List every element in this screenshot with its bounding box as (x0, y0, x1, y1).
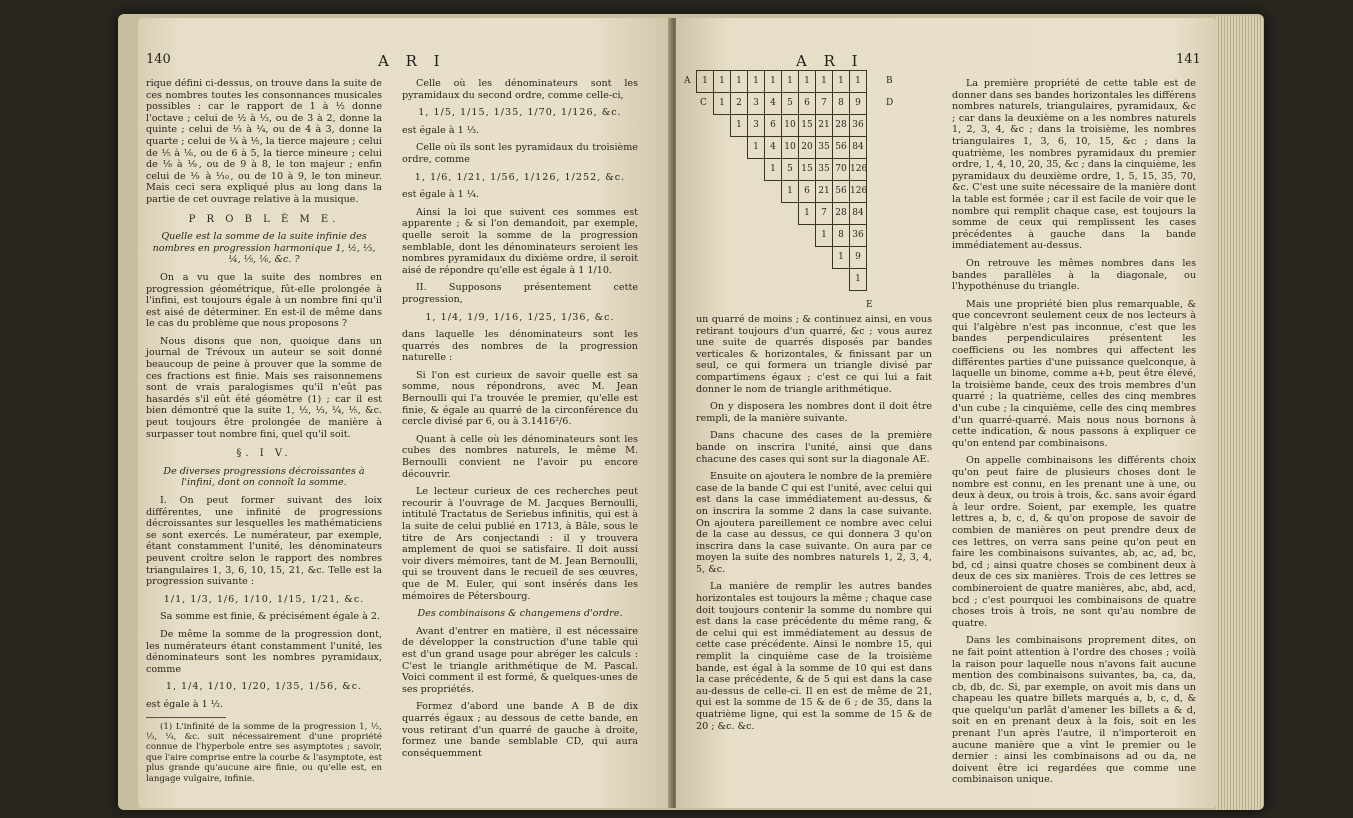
triangle-cell: 1 (816, 225, 833, 246)
triangle-cell: 15 (799, 159, 816, 180)
triangle-row (747, 136, 867, 159)
triangle-cell: 9 (850, 247, 867, 268)
triangle-row (764, 158, 867, 181)
triangle-cell: 1 (697, 71, 714, 92)
paragraph: Ainsi la loi que suivent ces sommes est apparente ; & si l'on demandoit, par exemple, quelle seroit la somme de la progression semblable, dont les dénominateurs seroient les nombres pyramidaux du dixième ordre, il seroit aisé de répondre qu'elle est égale à 1 1/10. (402, 206, 638, 276)
triangle-cell: 36 (850, 115, 867, 136)
right-page-number: 141 (1176, 52, 1201, 67)
footnote-rule (146, 717, 226, 718)
triangle-cell: 5 (782, 93, 799, 114)
triangle-cell: 1 (833, 247, 850, 268)
triangle-cell: 56 (833, 137, 850, 158)
paragraph: Ensuite on ajoutera le nombre de la première case de la bande C qui est l'unité, avec celui qui est dans la case immédiatement au-dessus, & on inscrira la somme 2 dans la case suivante. On ajoutera pareillement ce nombre avec celui de la case au dessus, ce qui donnera 3 qu'on inscrira dans la case suivante. On aura par ce moyen la suite des nombres naturels 1, 2, 3, 4, 5, &c. (696, 471, 932, 575)
triangle-cell: 1 (799, 203, 816, 224)
triangle-row (798, 202, 867, 225)
triangle-cell: 28 (833, 203, 850, 224)
triangle-cell: 28 (833, 115, 850, 136)
formula: 1, 1/6, 1/21, 1/56, 1/126, 1/252, &c. (414, 171, 626, 183)
triangle-cell: 1 (850, 269, 867, 290)
section-title: P R O B L È M E. (188, 213, 340, 225)
triangle-cell: 20 (799, 137, 816, 158)
triangle-row (781, 180, 867, 203)
triangle-cell: 4 (765, 137, 782, 158)
label-d: D (886, 98, 894, 108)
triangle-cell: 1 (799, 71, 816, 92)
paragraph: La première propriété de cette table est de donner dans ses bandes horizontales les différens nombres naturels, triangulaires, pyramidaux, &c ; car dans la deuxième on a les nombres naturels 1, 2, 3, 4, &c ; dans la troisième, les nombres triangulaires 1, 3, 6, 10, 15, &c ; dans la quatrième, les nombres pyramidaux du premier ordre, 1, 4, 10, 20, 35, &c ; dans la cinquième, les pyramidaux du deuxième ordre, 1, 5, 15, 35, 70, &c. C'est une suite nécessaire de la manière dont la table est formée ; car il est facile de voir que le nombre qui remplit chaque case, est toujours la somme de ceux qui remplissent les cases précédentes à gauche dans la bande immédiatement au-dessus. (952, 78, 1196, 252)
triangle-cell: 4 (765, 93, 782, 114)
triangle-cell: 1 (748, 137, 765, 158)
paragraph: Nous disons que non, quoique dans un journal de Trévoux un auteur se soit donné beaucoup de peine à prouver que la somme de ces fractions est finie. Mais ses raisonnemens sont de vrais paralogismes qu'il n'eût pas hasardés s'il eût été géomètre (1) ; car il est bien démontré que la suite 1, ½, ⅓, ¼, ⅕, &c. peut toujours être prolongée de manière à surpasser tout nombre fini, quel qu'il soit. (146, 335, 382, 440)
triangle-cell: 1 (714, 93, 731, 114)
triangle-cell: 3 (748, 115, 765, 136)
right-running-head: A R I (796, 52, 864, 70)
right-column-2 (952, 78, 1196, 792)
left-page (138, 18, 672, 808)
triangle-cell: 35 (816, 159, 833, 180)
left-running-head: A R I (378, 52, 446, 70)
paragraph: On appelle combinaisons les différents choix qu'on peut faire de plusieurs choses dont le nombre est connu, en les prenant une à une, ou deux à deux, ou trois à trois, &c. sans avoir égard à leur ordre. Soient, par exemple, les quatre lettres a, b, c, d, & qu'on propose de savoir de combien de manières on peut prendre deux de ces lettres, on verra sans peine qu'on peut en faire les combinaisons suivantes, ab, ac, ad, bc, bd, cd ; ainsi quatre choses se combinent deux à deux de ces six manières. Trois de ces lettres se combineroient de quatre manières, abc, abd, acd, bcd ; c'est pourquoi les combinaisons de quatre choses trois à trois, ne sont qu'au nombre de quatre. (952, 455, 1196, 629)
left-column-2 (402, 78, 638, 765)
formula: 1, 1/4, 1/10, 1/20, 1/35, 1/56, &c. (165, 681, 363, 693)
formula: 1, 1/5, 1/15, 1/35, 1/70, 1/126, &c. (418, 107, 622, 119)
triangle-cell: 1 (731, 115, 748, 136)
label-e: E (866, 300, 873, 310)
triangle-cell: 1 (833, 71, 850, 92)
triangle-cell: 7 (816, 203, 833, 224)
paragraph: II. Supposons présentement cette progression, (402, 282, 638, 305)
triangle-cell: 2 (731, 93, 748, 114)
paragraph: La manière de remplir les autres bandes horizontales est toujours la même ; chaque case doit toujours contenir la somme du nombre qui est dans la case précédente du même rang, & de celui qui est immédiatement au dessus de cette case précédente. Ainsi le nombre 15, qui remplit la cinquième case de la troisième bande, est égal à la somme de 10 qui est dans la case précédente, & de 5 qui est dans la case au-dessus de celle-ci. Il en est de même de 21, qui est la somme de 15 & de 6 ; de 35, dans la quatrième ligne, qui est la somme de 15 & de 20 ; &c. &c. (696, 581, 932, 732)
paragraph: Celle où les dénominateurs sont les pyramidaux du second ordre, comme celle-ci, (402, 78, 638, 101)
triangle-row (713, 92, 867, 115)
paragraph: On retrouve les mêmes nombres dans les bandes parallèles à la diagonale, ou l'hypothénuse du triangle. (952, 257, 1196, 293)
paragraph: dans laquelle les dénominateurs sont les quarrés des nombres de la progression naturelle : (402, 329, 638, 364)
triangle-cell: 1 (714, 71, 731, 92)
paragraph: Quant à celle où les dénominateurs sont les cubes des nombres naturels, le même M. Bernoulli convient ne l'avoir pu encore découvrir. (402, 433, 638, 480)
paragraph: Dans chacune des cases de la première bande on inscrira l'unité, ainsi que dans chacune des cases qui sont sur la diagonale AE. (696, 430, 932, 465)
label-b: B (886, 76, 893, 86)
triangle-cell: 1 (816, 71, 833, 92)
paragraph: Si l'on est curieux de savoir quelle est sa somme, nous répondrons, avec M. Jean Bernoulli qui l'a trouvée le premier, qu'elle est finie, & égale au quarré de la circonférence du cercle divisé par 6, ou à 3.1416²/6. (402, 369, 638, 428)
paragraph: est égale à 1 ¼. (402, 189, 480, 201)
paragraph: Le lecteur curieux de ces recherches peut recourir à l'ouvrage de M. Jacques Bernoulli, intitulé Tractatus de Seriebus infinitis, qui est à la suite de celui publié en 1713, à Bâle, sous le titre de Ars conjectandi : il y trouvera amplement de quoi se satisfaire. Il doit aussi voir divers mémoires, tant de M. Jean Bernoulli, qui se trouvent dans le recueil de ses œuvres, que de M. Euler, qui sont insérés dans les mémoires de Pétersbourg. (402, 486, 638, 602)
right-column-1 (696, 314, 932, 738)
paragraph: Mais une propriété bien plus remarquable, & que concevront seulement ceux de nos lecteurs à qui l'algèbre n'est pas inconnue, c'est que les bandes perpendiculaires présentent les coefficiens ou les nombres qui affectent les différentes parties d'une puissance quelconque, à laquelle un binome, comme a+b, peut être élevé, la troisième bande, ceux des trois membres d'un quarré ; la quatrième, celles des cinq membres d'un cube ; la cinquième, celle des cinq membres d'un quarré-quarré. Mais nous nous bornons à cette indication, & nous passons à expliquer ce qu'on entend par combinaisons. (952, 298, 1196, 449)
triangle-cell: 15 (799, 115, 816, 136)
triangle-cell: 56 (833, 181, 850, 202)
paragraph: un quarré de moins ; & continuez ainsi, en vous retirant toujours d'un quarré, &c ; vous aurez une suite de quarrés disposés par bandes verticales & horizontales, & finissant par un seul, ce qui formera un triangle divisé par compartimens égaux ; c'est ce qui lui a fait donner le nom de triangle arithmétique. (696, 314, 932, 395)
triangle-cell: 84 (850, 203, 867, 224)
formula: 1/1, 1/3, 1/6, 1/10, 1/15, 1/21, &c. (163, 593, 365, 605)
left-page-number: 140 (146, 52, 171, 67)
formula: 1, 1/4, 1/9, 1/16, 1/25, 1/36, &c. (425, 311, 615, 323)
triangle-cell: 1 (748, 71, 765, 92)
triangle-cell: 1 (782, 71, 799, 92)
triangle-cell: 21 (816, 181, 833, 202)
section-heading: Des combinaisons & changemens d'ordre. (417, 608, 623, 620)
triangle-row (832, 246, 867, 269)
paragraph: Celle où ils sont les pyramidaux du troisième ordre, comme (402, 142, 638, 165)
triangle-cell: 5 (782, 159, 799, 180)
triangle-row (696, 70, 867, 93)
triangle-cell: 1 (782, 181, 799, 202)
triangle-row (815, 224, 867, 247)
triangle-cell: 6 (799, 181, 816, 202)
section-heading: De diverses progressions décroissantes à l'infini, dont on connoît la somme. (163, 465, 365, 489)
paragraph: On a vu que la suite des nombres en progression géométrique, fût-elle prolongée à l'infini, est toujours égale à un nombre fini qu'il est aisé de déterminer. En est-il de même dans le cas du problème que nous proposons ? (146, 271, 382, 330)
triangle-cell: 70 (833, 159, 850, 180)
triangle-cell: 6 (765, 115, 782, 136)
triangle-cell: 35 (816, 137, 833, 158)
right-page (676, 18, 1216, 808)
triangle-row (730, 114, 867, 137)
left-column-1 (146, 78, 382, 790)
triangle-cell: 21 (816, 115, 833, 136)
triangle-cell: 7 (816, 93, 833, 114)
problem-statement: Quelle est la somme de la suite infinie des nombres en progression harmonique 1, ½, ⅓, ¼, ⅕, ⅙, &c. ? (152, 231, 376, 266)
triangle-cell: 36 (850, 225, 867, 246)
label-a: A (684, 76, 691, 86)
paragraph: rique défini ci-dessus, on trouve dans la suite de ces nombres toutes les consonnances musicales possibles : car le rapport de 1 à ½ donne l'octave ; celui de ½ à ⅓, ou de 3 à 2, donne la quinte ; celui de ⅓ à ¼, ou de 4 à 3, donne la quarte ; celui de ¼ à ⅕, la tierce majeure ; celui de ⅕ à ⅙, ou de 6 à 5, la tierce mineure ; celui de ⅛ à ⅑, ou de 9 à 8, le ton majeur ; enfin celui de ⅑ à ⅒, ou de 10 à 9, le ton mineur. Mais ceci sera expliqué plus au long dans la partie de cet ouvrage relative à la musique. (146, 78, 382, 205)
triangle-cell: 9 (850, 93, 867, 114)
triangle-cell: 84 (850, 137, 867, 158)
triangle-cell: 1 (765, 159, 782, 180)
triangle-cell: 10 (782, 137, 799, 158)
triangle-cell: 1 (731, 71, 748, 92)
triangle-cell: 6 (799, 93, 816, 114)
triangle-cell: 10 (782, 115, 799, 136)
triangle-cell: 3 (748, 93, 765, 114)
triangle-cell: 126 (850, 159, 867, 180)
triangle-cell: 126 (850, 181, 867, 202)
triangle-cell: 8 (833, 93, 850, 114)
triangle-row (849, 268, 867, 291)
paragraph: est égale à 1 ½. (146, 698, 224, 710)
paragraph: Sa somme est finie, & précisément égale à 2. (160, 611, 381, 623)
paragraph: I. On peut former suivant des loix différentes, une infinité de progressions décroissantes sur lesquelles les mathématiciens se sont exercés. Le numérateur, par exemple, étant constamment l'unité, les dénominateurs peuvent croître selon le rapport des nombres triangulaires 1, 3, 6, 10, 15, 21, &c. Telle est la progression suivante : (146, 495, 382, 588)
section-number: §. I V. (236, 448, 292, 460)
paragraph: De même la somme de la progression dont, les numérateurs étant constamment l'unité, les dénominateurs sont les nombres pyramidaux, comme (146, 628, 382, 675)
paragraph: Avant d'entrer en matière, il est nécessaire de développer la construction d'une table qui est d'un grand usage pour abréger les calculs : C'est le triangle arithmétique de M. Pascal. Voici comment il est formé, & quelques-unes de ses propriétés. (402, 625, 638, 695)
triangle-cell: 1 (765, 71, 782, 92)
footnote: (1) L'infinité de la somme de la progression 1, ½, ⅓, ¼, &c. suit nécessairement d'une propriété connue de l'hyperbole entre ses asymptotes ; savoir, que l'aire comprise entre la courbe & l'asymptote, est plus grande qu'aucune aire finie, ou qu'elle est, en langage vulgaire, infinie. (146, 721, 382, 784)
label-c: C (700, 98, 707, 108)
paragraph: Dans les combinaisons proprement dites, on ne fait point attention à l'ordre des choses ; voilà la raison pour laquelle nous n'avons fait aucune mention des combinaisons suivantes, ba, ca, da, cb, db, dc. Si, par exemple, on avoit mis dans un chapeau les quatre billets marqués a, b, c, d, & que quelqu'un parlât d'amener les billets a & d, soit en en prenant deux à la fois, soit en les prenant l'un après l'autre, il n'importeroit en aucune manière que a vînt le premier ou le dernier : ainsi les combinaisons ad ou da, ne doivent être ici regardées que comme une combinaison unique. (952, 635, 1196, 786)
paragraph: est égale à 1 ⅓. (402, 124, 480, 136)
paragraph: On y disposera les nombres dont il doit être rempli, de la manière suivante. (696, 401, 932, 424)
page-edges (1216, 16, 1264, 810)
triangle-cell: 1 (850, 71, 867, 92)
paragraph: Formez d'abord une bande A B de dix quarrés égaux ; au dessous de cette bande, en vous retirant d'un quarré de gauche à droite, formez une bande semblable CD, qui aura conséquemment (402, 701, 638, 759)
triangle-cell: 8 (833, 225, 850, 246)
